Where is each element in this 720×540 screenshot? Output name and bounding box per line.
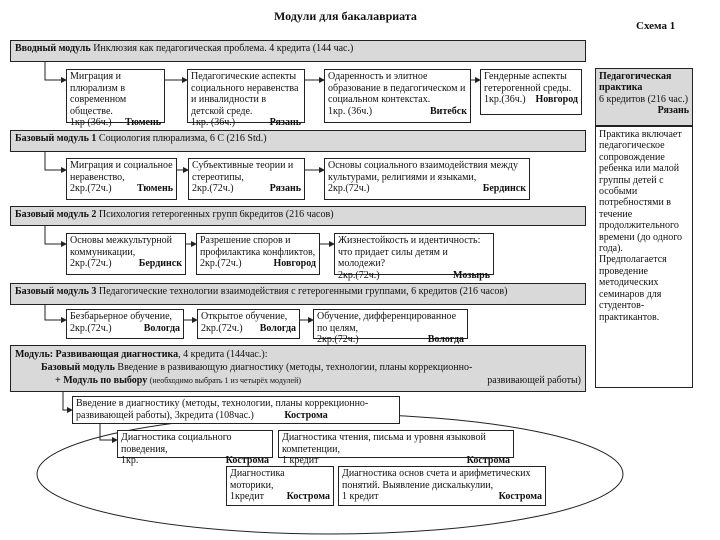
diag-module-band	[10, 345, 586, 392]
base3-box-2-text: Открытое обучение,	[201, 311, 288, 322]
base1-box-3-city: Бердинск	[482, 183, 526, 194]
practice-description	[595, 126, 693, 388]
base3-box-1-text: Безбарьерное обучение,	[70, 311, 173, 322]
diag-intro-box-text: Введение в диагностику (методы, технологии, планы коррекционно-развивающей работы),	[76, 398, 369, 421]
base3-box-1-credits: 2кр.(72ч.)	[70, 322, 112, 334]
base2-box-2-credits: 2кр.(72ч.)	[200, 258, 242, 269]
intro-box-3-text: Одаренность и элитное образование в педагогическом и социальном контекстах.	[328, 71, 466, 105]
practice-credits: 6 кредитов (216 час.)	[599, 93, 689, 105]
base2-module-band	[10, 206, 586, 226]
intro-box-3-credits: 1кр. (36ч.)	[328, 105, 373, 117]
diag-line3-note: (необходимо выбрать 1 из четырёх модулей)	[149, 376, 302, 385]
base1-box-2-text: Субъективные теории и стереотипы,	[192, 160, 294, 183]
intro-box-4-credits: 1кр.(36ч.)	[484, 94, 526, 105]
base3-box-2-credits: 2кр.(72ч.)	[201, 322, 243, 334]
base3-box-2-city: Вологда	[259, 322, 296, 334]
diag-box-1	[117, 430, 273, 466]
intro-module-text: Инклюзия как педагогическая проблема. 4 кредита (144 час.)	[93, 43, 354, 54]
intro-box-1-text: Миграция и плюрализм в современном обществе.	[70, 71, 127, 117]
base2-box-3-credits: 2кр.(72ч.)	[338, 269, 380, 281]
base3-box-3-credits: 2кр.(72ч.)	[317, 334, 359, 345]
practice-text-2: Предполагается проведение методических семинаров для студентов-практикантов.	[599, 254, 667, 323]
intro-box-4-city: Новгород	[535, 94, 578, 105]
base1-box-1-text: Миграция и социальное неравенство,	[70, 160, 173, 183]
diag-box-1-text: Диагностика социального поведения,	[121, 432, 232, 455]
diag-box-4-text: Диагностика основ счета и арифметических понятий. Выявление дискалькулии,	[342, 468, 531, 491]
base2-box-1-credits: 2кр.(72ч.)	[70, 258, 112, 269]
practice-text-1: Практика включает педагогическое сопровождение ребенка или малой группы детей с особыми потребностями в течение продолжительного времени (до одного года).	[599, 129, 683, 255]
base1-box-1-city: Тюмень	[137, 183, 173, 194]
base1-module-band	[10, 130, 586, 152]
base3-module-band	[10, 283, 586, 305]
base3-box-3	[313, 309, 468, 345]
base2-box-1	[66, 233, 186, 275]
diag-line2-label: Базовый модуль	[41, 362, 115, 373]
base3-box-1	[66, 309, 184, 339]
diag-intro-box	[72, 396, 400, 424]
intro-module-label: Вводный модуль	[15, 43, 91, 54]
base1-box-1-credits: 2кр.(72ч.)	[70, 183, 112, 194]
arrow-base3-1	[45, 303, 66, 320]
base1-box-2	[188, 158, 305, 200]
intro-box-1-city: Тюмень	[125, 117, 161, 128]
intro-box-2-credits: 1кр. (36ч.)	[191, 117, 236, 128]
arrow-base1-1	[45, 150, 66, 170]
intro-box-1	[66, 69, 165, 128]
base2-box-3-text: Жизнестойкость и идентичность: что придает силы детям и молодежи?	[338, 235, 481, 269]
diag-intro-box-city: Кострома	[284, 409, 328, 421]
base1-module-text: Социология плюрализма, 6 С (216 Std.)	[98, 133, 267, 144]
base2-box-2-city: Новгород	[273, 258, 316, 269]
base2-box-1-text: Основы межкультурной коммуникации,	[70, 235, 173, 258]
base2-module-text: Психология гетерогенных групп 6кредитов (216 часов)	[98, 209, 334, 220]
diag-box-2-city: Кострома	[466, 455, 510, 466]
base1-box-3	[324, 158, 530, 200]
intro-box-2-city: Рязань	[269, 117, 301, 128]
base3-box-1-city: Вологда	[143, 322, 180, 334]
base3-box-3-text: Обучение, дифференцированное по целям,	[317, 311, 457, 334]
base2-box-2	[196, 233, 320, 275]
diag-box-4-credits: 1 кредит	[342, 491, 379, 502]
base1-module-label: Базовый модуль 1	[15, 133, 97, 144]
base1-box-2-city: Рязань	[269, 183, 301, 194]
diag-intro-box-credits: 3кредита (108час.)	[174, 409, 254, 421]
practice-city: Рязань	[657, 105, 689, 117]
intro-box-2-text: Педагогические аспекты социального неравенства и инвалидности в детской среде.	[191, 71, 299, 117]
arrow-intro-1	[45, 60, 66, 80]
scheme-label: Схема 1	[636, 20, 676, 32]
arrow-base2-1	[45, 224, 66, 244]
base2-box-3-city: Мозырь	[453, 269, 490, 281]
base3-box-3-city: Вологда	[427, 334, 464, 345]
intro-module-band	[10, 40, 586, 62]
intro-box-3-city: Витебск	[430, 105, 467, 117]
practice-label: Педагогическая практика	[599, 71, 672, 94]
base2-box-1-city: Бердинск	[138, 258, 182, 269]
diag-box-2-credits: 1 кредит	[282, 455, 319, 466]
diag-box-2-text: Диагностика чтения, письма и уровня языковой компетенции,	[282, 432, 486, 455]
diag-box-4	[338, 466, 546, 506]
diag-line3-tail: развивающей работы)	[487, 375, 581, 386]
diag-box-3-city: Кострома	[286, 491, 330, 502]
intro-box-1-credits: 1кр (36ч.)	[70, 117, 112, 128]
diag-box-3	[226, 466, 334, 506]
diag-box-2	[278, 430, 514, 466]
base1-box-3-text: Основы социального взаимодействия между культурами, религиями и языками,	[328, 160, 518, 183]
diag-line1-label: Модуль: Развивающая диагностика	[15, 349, 179, 360]
page-title: Модули для бакалавриата	[274, 9, 417, 23]
base1-box-2-credits: 2кр.(72ч.)	[192, 183, 234, 194]
diag-line2-text: Введение в развивающую диагностику (методы, технологии, планы коррекционно-	[117, 362, 473, 373]
base3-module-text: Педагогические технологии взаимодействия с гетерогенными группами, 6 кредитов (216 часов)	[98, 286, 508, 297]
base2-box-2-text: Разрешение споров и профилактика конфликтов,	[200, 235, 316, 258]
diag-box-3-credits: 1кредит	[230, 491, 264, 502]
diag-box-4-city: Кострома	[498, 491, 542, 502]
arrow-diag-1	[63, 392, 72, 410]
intro-box-2	[187, 69, 305, 128]
intro-box-4-text: Гендерные аспекты гетерогенной среды.	[484, 71, 572, 94]
base3-module-label: Базовый модуль 3	[15, 286, 97, 297]
practice-header	[595, 68, 693, 126]
diag-box-1-credits: 1кр.	[121, 455, 139, 466]
diag-box-1-city: Кострома	[225, 455, 269, 466]
intro-box-4	[480, 69, 582, 115]
base1-box-3-credits: 2кр.(72ч.)	[328, 183, 370, 194]
base3-box-2	[197, 309, 300, 339]
base2-box-3	[334, 233, 494, 281]
diag-line1-text: , 4 кредита (144час.):	[178, 349, 268, 360]
base2-module-label: Базовый модуль 2	[15, 209, 97, 220]
base1-box-1	[66, 158, 177, 200]
diag-box-3-text: Диагностика моторики,	[230, 468, 285, 491]
diag-line3-label: + Модуль по выбору	[55, 375, 148, 386]
intro-box-3	[324, 69, 471, 123]
